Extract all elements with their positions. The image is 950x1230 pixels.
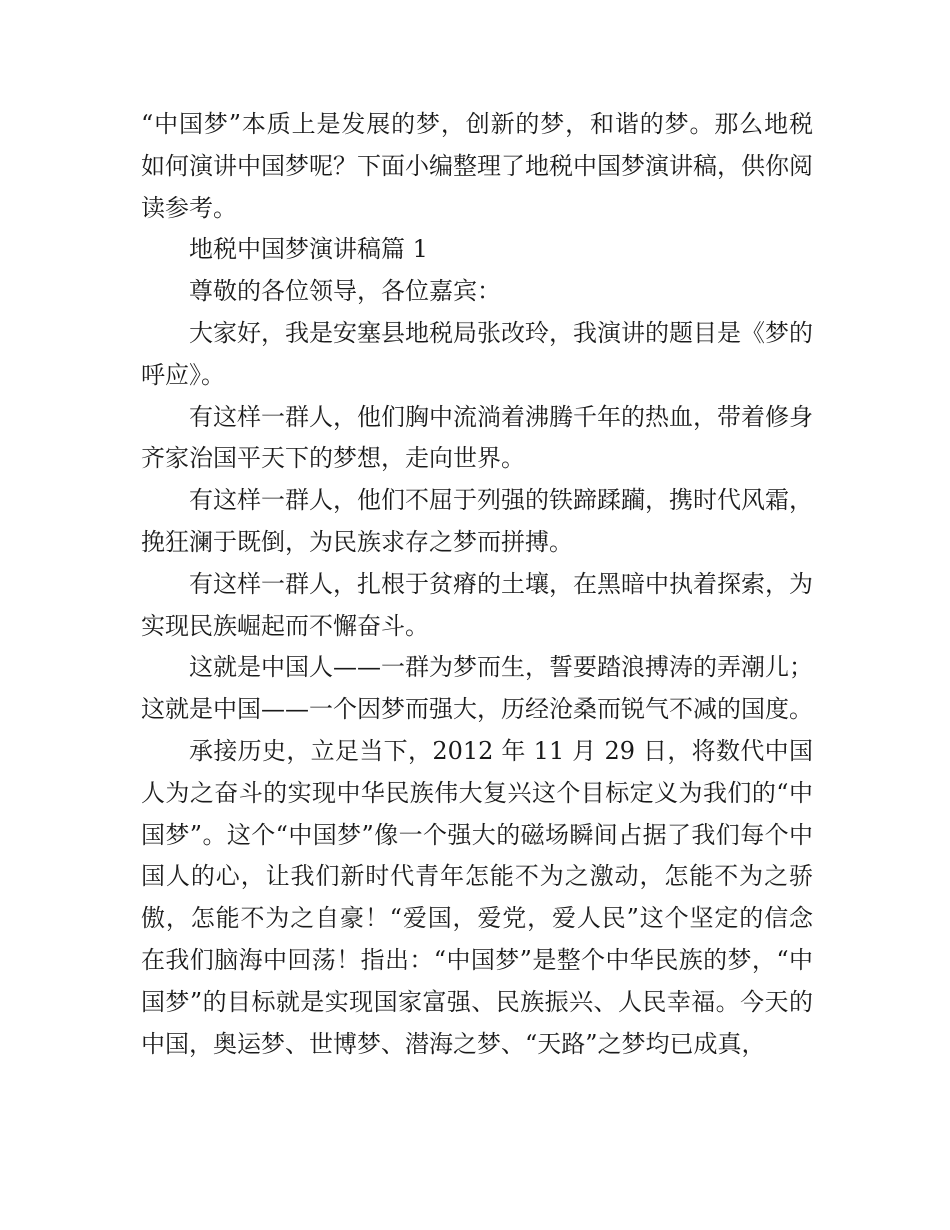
salutation-paragraph: 尊敬的各位领导，各位嘉宾： (189, 277, 501, 306)
body-paragraph: 大家好，我是安塞县地税局张改玲，我演讲的题目是《梦的呼应》。 (141, 318, 813, 389)
body-paragraph: 有这样一群人，他们胸中流淌着沸腾千年的热血，带着修身齐家治国平天下的梦想，走向世界。 (141, 402, 813, 473)
body-paragraph: 有这样一群人，他们不屈于列强的铁蹄蹂躏，携时代风霜，挽狂澜于既倒，为民族求存之梦而拼搏。 (141, 486, 813, 556)
body-paragraph: 这就是中国人——一群为梦而生，誓要踏浪搏涛的弄潮儿；这就是中国——一个因梦而强大，历经沧桑而锐气不减的国度。 (141, 653, 813, 724)
body-paragraph: 承接历史，立足当下，2012 年 11 月 29 日，将数代中国人为之奋斗的实现中华民族伟大复兴这个目标定义为我们的“中国梦”。这个“中国梦”像一个强大的磁场瞬间占据了我们每个中国人的心，让我们新时代青年怎能不为之激动，怎能不为之骄傲，怎能不为之自豪！“爱国，爱党，爱人民”这个坚定的信念在我们脑海中回荡！指出：“中国梦”是整个中华民族的梦，“中国梦”的目标就是实现国家富强、民族振兴、人民幸福。今天的中国，奥运梦、世博梦、潜海之梦、“天路”之梦均已成真， (141, 736, 813, 1058)
document-body (141, 104, 813, 1065)
section-heading: 地税中国梦演讲稿篇 1 (189, 235, 428, 264)
body-paragraph: 有这样一群人，扎根于贫瘠的土壤，在黑暗中执着探索，为实现民族崛起而不懈奋斗。 (141, 569, 813, 640)
intro-paragraph: “中国梦”本质上是发展的梦，创新的梦，和谐的梦。那么地税如何演讲中国梦呢？下面小编整理了地税中国梦演讲稿，供你阅读参考。 (141, 110, 813, 222)
